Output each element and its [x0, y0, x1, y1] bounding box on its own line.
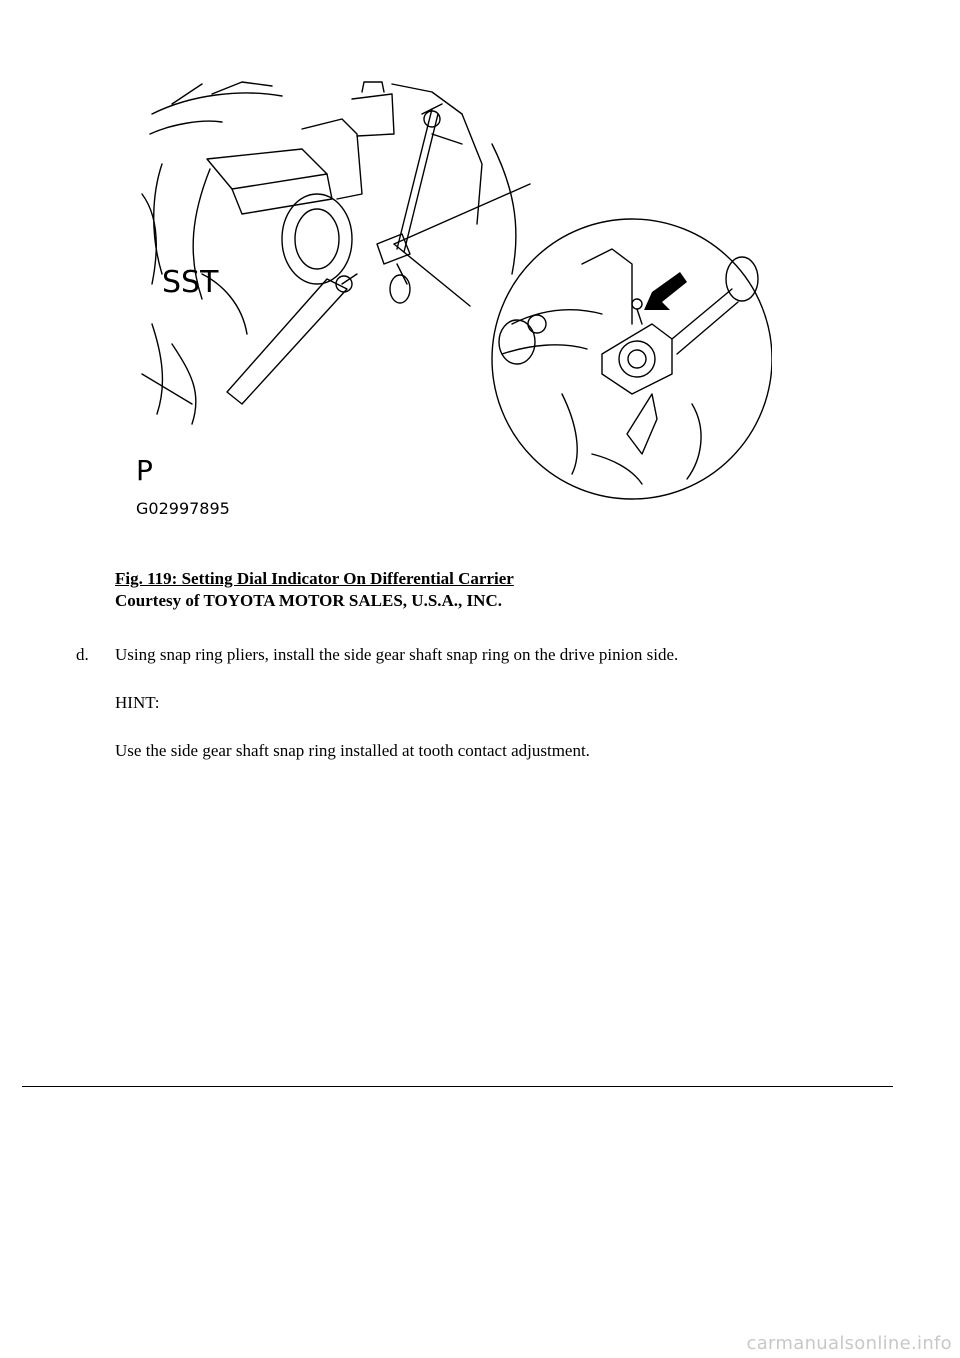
- hint-text: Use the side gear shaft snap ring installed at tooth contact adjustment.: [115, 741, 590, 760]
- figure-credit: Courtesy of TOYOTA MOTOR SALES, U.S.A., INC.: [115, 591, 502, 610]
- figure-caption: [115, 568, 514, 612]
- step-text: Using snap ring pliers, install the side gear shaft snap ring on the drive pinion side.: [115, 645, 679, 664]
- dial-indicator-drawing: [132, 74, 772, 524]
- hint-label: HINT:: [115, 693, 160, 712]
- sst-label: SST: [162, 265, 219, 300]
- step-letter: d.: [76, 645, 89, 664]
- figure-code: G02997895: [136, 499, 230, 518]
- figure-illustration: [132, 74, 772, 524]
- footer-divider: [22, 1086, 893, 1087]
- figure-title[interactable]: Fig. 119: Setting Dial Indicator On Differential Carrier: [115, 569, 514, 588]
- p-label: P: [136, 454, 153, 487]
- watermark: carmanualsonline.info: [746, 1333, 952, 1354]
